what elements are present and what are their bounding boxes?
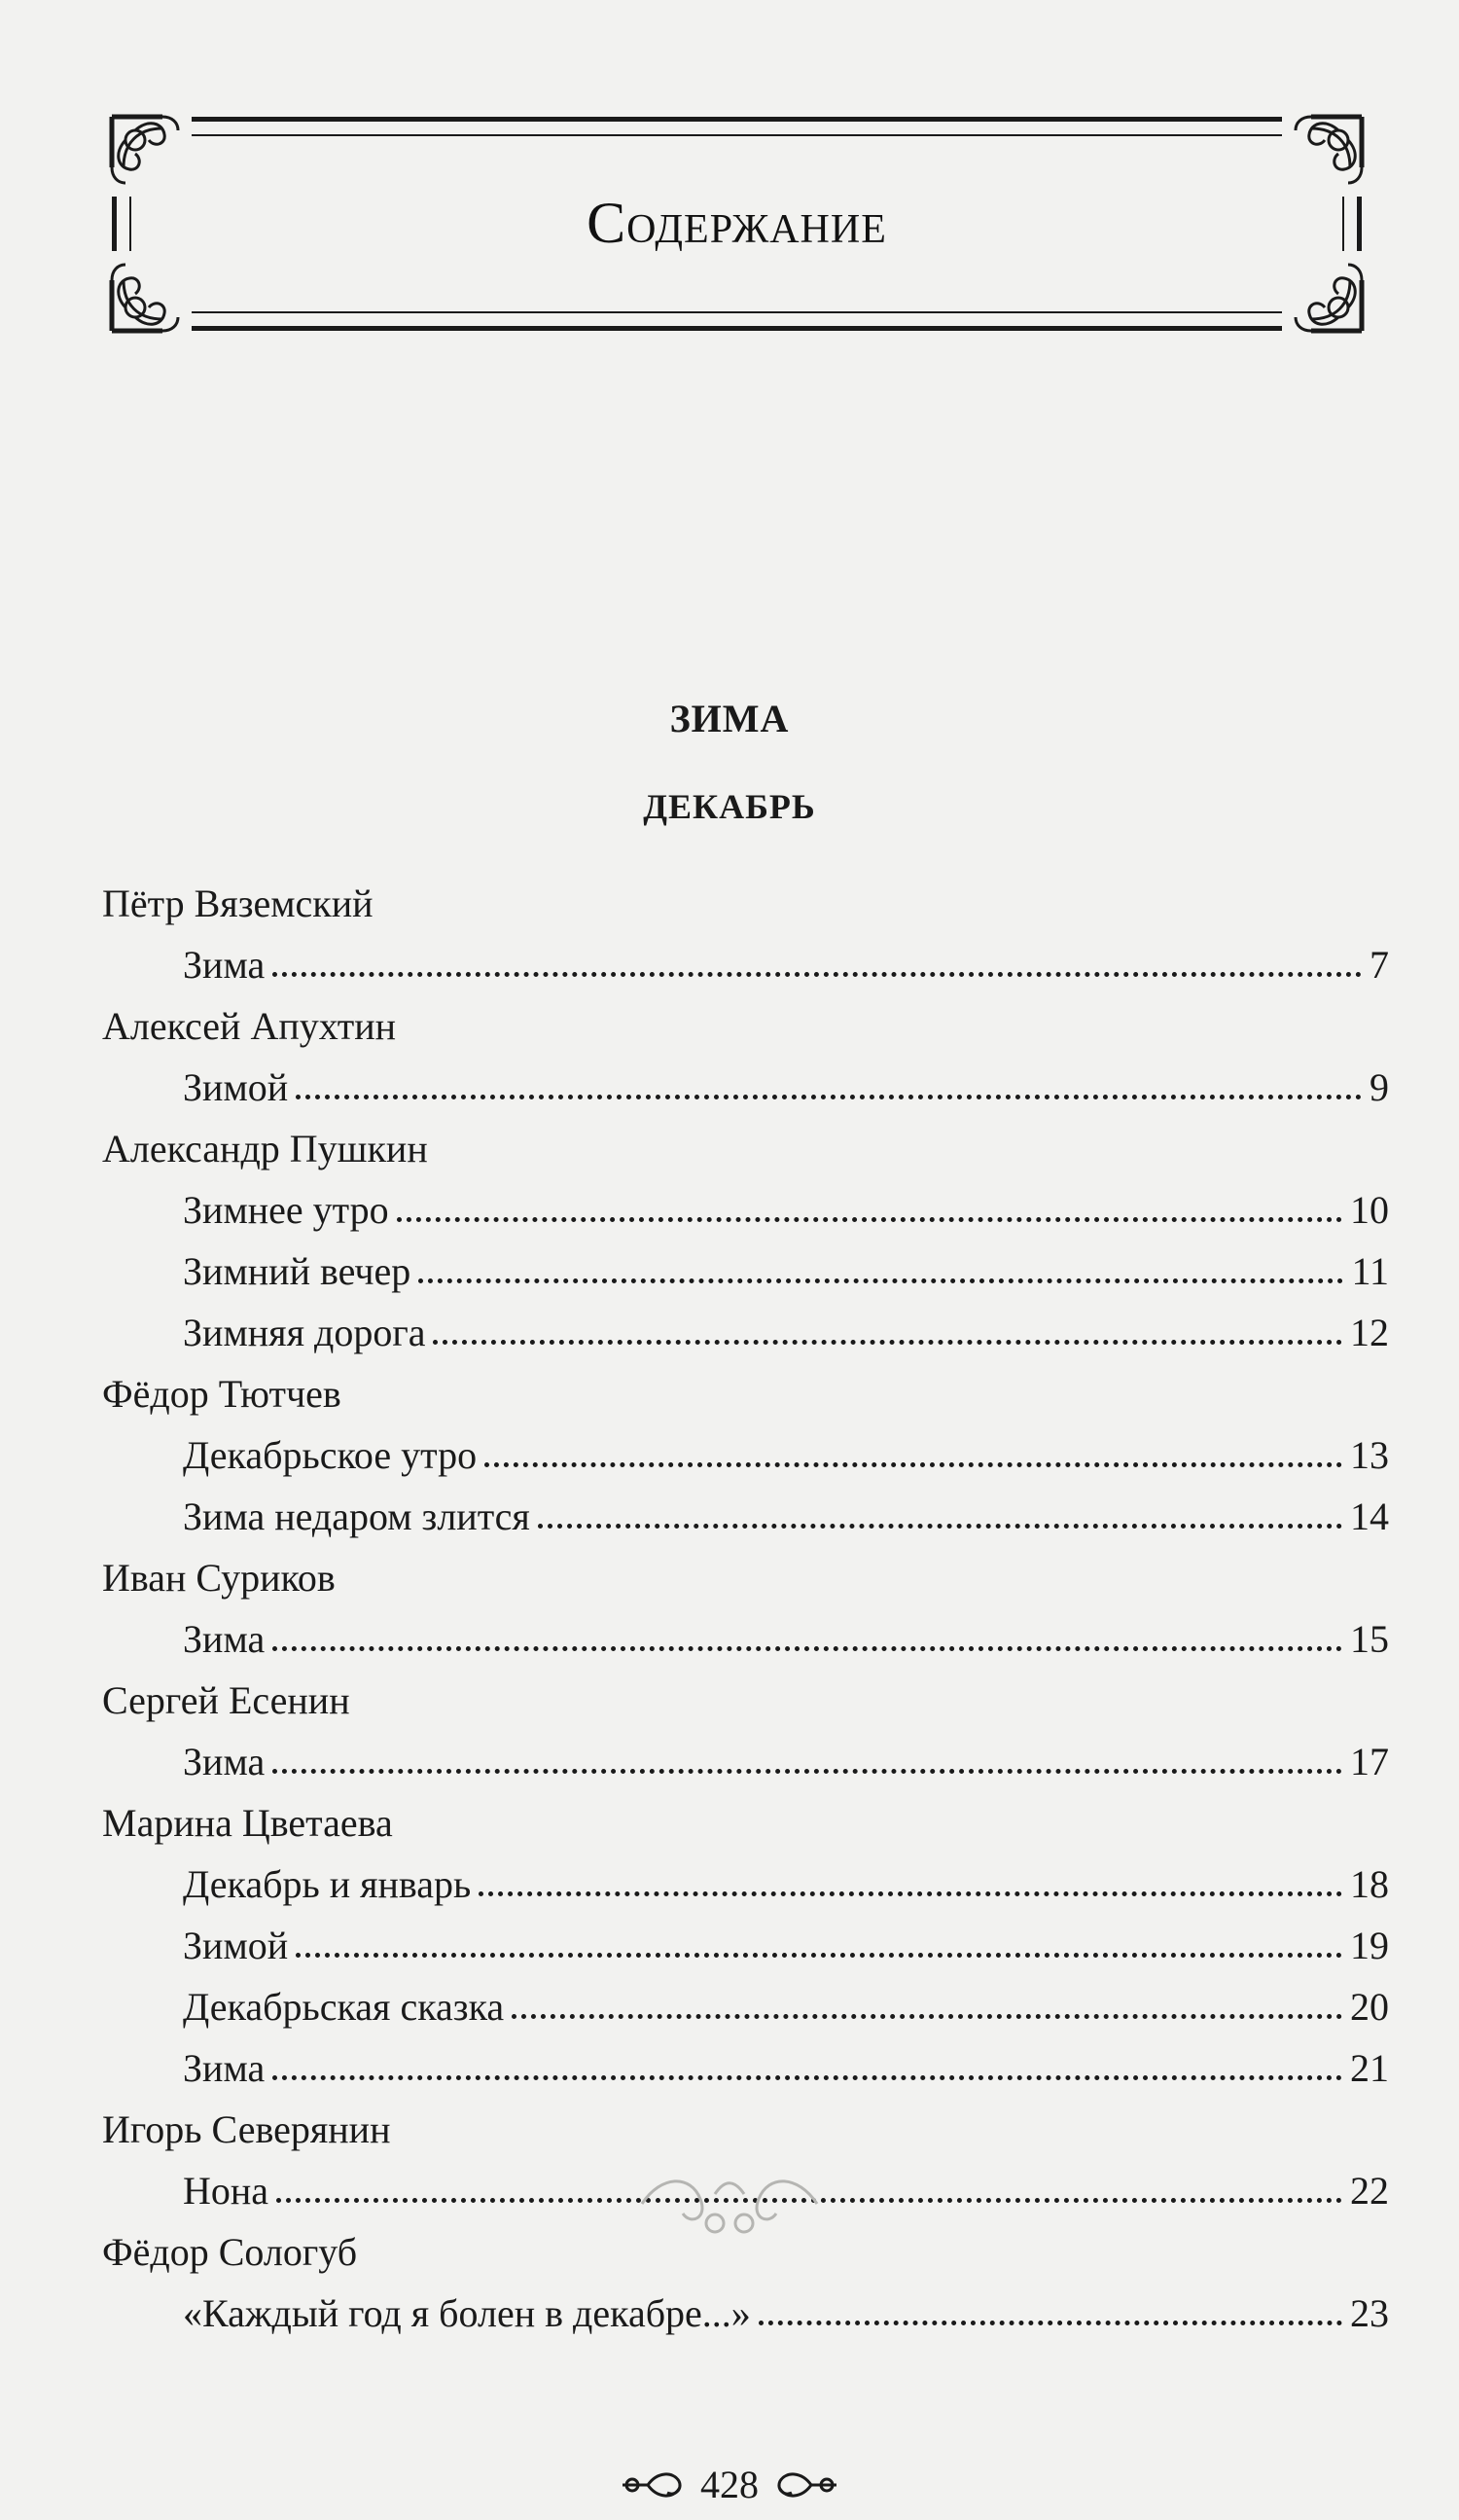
toc-entry[interactable] bbox=[183, 1923, 1389, 1969]
toc-author: Пётр Вяземский bbox=[102, 882, 374, 925]
season-heading: ЗИМА bbox=[669, 697, 790, 740]
footer-left-ornament-icon bbox=[619, 2467, 687, 2502]
dot-leader bbox=[759, 2321, 1342, 2325]
toc-entry-page: 22 bbox=[1350, 2169, 1389, 2213]
toc-entry-page: 12 bbox=[1350, 1311, 1389, 1354]
dot-leader bbox=[272, 1769, 1342, 1774]
toc-author: Фёдор Сологуб bbox=[102, 2230, 358, 2274]
dot-leader bbox=[272, 972, 1362, 977]
page-footer bbox=[0, 2462, 1459, 2507]
page-number: 428 bbox=[700, 2463, 759, 2506]
toc-entry-title: Зимой bbox=[183, 1924, 289, 1967]
dot-leader bbox=[272, 1646, 1342, 1651]
toc-entry-title: Зимний вечер bbox=[183, 1249, 411, 1293]
dot-leader bbox=[433, 1340, 1342, 1345]
dot-leader bbox=[418, 1278, 1343, 1283]
toc-entry-page: 10 bbox=[1350, 1188, 1389, 1232]
toc-entry-page: 13 bbox=[1350, 1433, 1389, 1477]
toc-author: Марина Цветаева bbox=[102, 1801, 393, 1845]
page-title: Содержание bbox=[587, 191, 887, 255]
toc-entry-title: Зима bbox=[183, 1617, 266, 1661]
month-heading: ДЕКАБРЬ bbox=[643, 787, 816, 826]
toc-entry[interactable] bbox=[183, 2290, 1389, 2337]
footer-right-ornament-icon bbox=[772, 2467, 840, 2502]
toc-entry[interactable] bbox=[183, 1861, 1389, 1908]
toc-entry-title: Зимой bbox=[183, 1065, 289, 1109]
corner-ornament-icon bbox=[1282, 251, 1370, 339]
dot-leader bbox=[538, 1524, 1342, 1529]
toc-entry[interactable] bbox=[183, 1248, 1389, 1295]
dot-leader bbox=[272, 2075, 1342, 2080]
toc-entry-title: Декабрьское утро bbox=[183, 1433, 478, 1477]
corner-ornament-icon bbox=[104, 251, 192, 339]
toc-author: Сергей Есенин bbox=[102, 1678, 350, 1722]
toc-entry-page: 18 bbox=[1350, 1862, 1389, 1906]
toc-entry-page: 15 bbox=[1350, 1617, 1389, 1661]
toc-author: Фёдор Тютчев bbox=[102, 1372, 341, 1416]
toc-author: Алексей Апухтин bbox=[102, 1004, 397, 1048]
toc-entry[interactable] bbox=[183, 1494, 1389, 1540]
toc-entry-page: 21 bbox=[1350, 2046, 1389, 2090]
toc-entry-title: Декабрь и январь bbox=[183, 1862, 472, 1906]
toc-entry-title: Зима недаром злится bbox=[183, 1494, 530, 1538]
toc-entry[interactable] bbox=[183, 1310, 1389, 1356]
dot-leader bbox=[296, 1095, 1362, 1099]
dot-leader bbox=[296, 1953, 1342, 1958]
dot-leader bbox=[484, 1462, 1342, 1467]
toc-entry[interactable] bbox=[183, 1432, 1389, 1479]
toc-entry-title: Зима bbox=[183, 943, 266, 987]
toc-entry-page: 17 bbox=[1350, 1740, 1389, 1783]
corner-ornament-icon bbox=[104, 109, 192, 197]
toc-entry[interactable] bbox=[183, 1187, 1389, 1234]
toc-author: Иван Суриков bbox=[102, 1556, 336, 1600]
toc-author: Александр Пушкин bbox=[102, 1127, 428, 1170]
toc-entry-title: Нона bbox=[183, 2169, 269, 2213]
toc-entry[interactable] bbox=[183, 1984, 1389, 2031]
toc-entry-title: Зимняя дорога bbox=[183, 1311, 426, 1354]
dot-leader bbox=[397, 1217, 1342, 1222]
toc-entry-page: 19 bbox=[1350, 1924, 1389, 1967]
toc-entry-title: Зима bbox=[183, 1740, 266, 1783]
toc-entry-title: Декабрьская сказка bbox=[183, 1985, 505, 2029]
toc-entry-title: Зимнее утро bbox=[183, 1188, 389, 1232]
toc-entry-page: 14 bbox=[1350, 1494, 1389, 1538]
toc-entry-title: «Каждый год я болен в декабре...» bbox=[183, 2291, 751, 2335]
toc-entry[interactable] bbox=[183, 1739, 1389, 1785]
title-frame bbox=[112, 117, 1362, 331]
toc-entry[interactable] bbox=[183, 2045, 1389, 2092]
toc-entry-page: 11 bbox=[1351, 1249, 1389, 1293]
corner-ornament-icon bbox=[1282, 109, 1370, 197]
toc-entry-page: 20 bbox=[1350, 1985, 1389, 2029]
toc-entry[interactable] bbox=[183, 1064, 1389, 1111]
dot-leader bbox=[479, 1891, 1342, 1896]
toc-entry-page: 23 bbox=[1350, 2291, 1389, 2335]
decorative-swirl-icon bbox=[623, 2165, 836, 2243]
toc-entry[interactable] bbox=[183, 1616, 1389, 1663]
toc-entry-page: 7 bbox=[1370, 943, 1389, 987]
toc-entry-page: 9 bbox=[1370, 1065, 1389, 1109]
toc-entry-title: Зима bbox=[183, 2046, 266, 2090]
toc-entry[interactable] bbox=[183, 942, 1389, 989]
dot-leader bbox=[512, 2014, 1342, 2019]
toc-author: Игорь Северянин bbox=[102, 2107, 391, 2151]
